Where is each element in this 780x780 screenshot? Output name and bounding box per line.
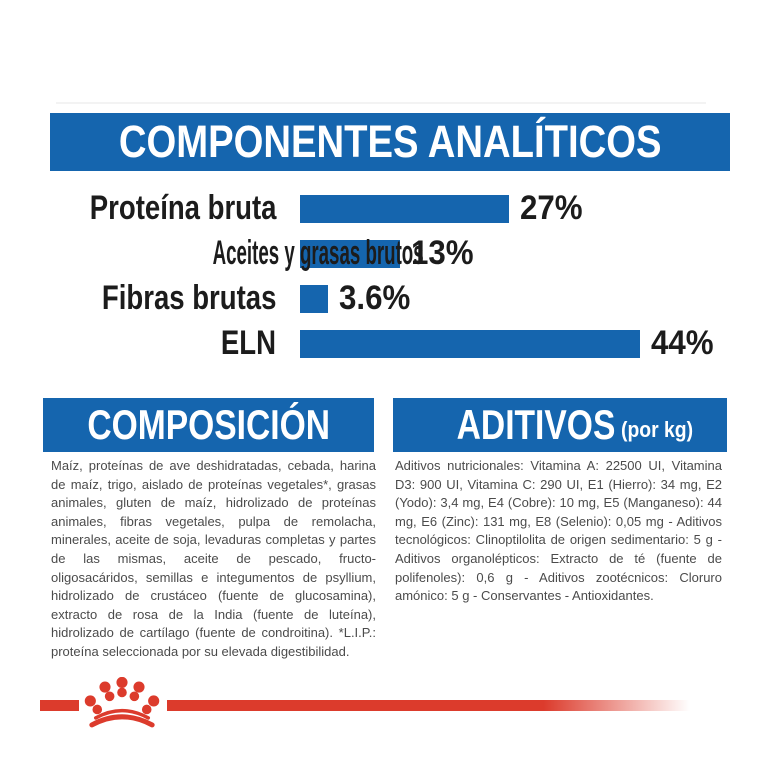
composition-title: COMPOSICIÓN bbox=[87, 401, 330, 448]
chart-bar bbox=[300, 195, 509, 223]
red-divider-right bbox=[167, 700, 690, 711]
chart-row bbox=[40, 276, 740, 321]
chart-bar bbox=[300, 285, 328, 313]
analytical-components-title: COMPONENTES ANALÍTICOS bbox=[118, 116, 662, 167]
chart-value-label: 3.6% bbox=[339, 279, 411, 317]
chart-value-label: 27% bbox=[520, 189, 583, 227]
additives-header bbox=[393, 398, 727, 452]
chart-value-label: 13% bbox=[411, 234, 474, 272]
chart-category-label: ELN bbox=[220, 324, 276, 362]
chart-row bbox=[40, 186, 740, 231]
analytical-components-chart bbox=[40, 186, 740, 366]
analytical-components-header bbox=[50, 113, 730, 171]
royal-canin-crown-icon bbox=[83, 677, 161, 728]
chart-category-label: Fibras brutas bbox=[101, 279, 276, 317]
chart-value-label: 44% bbox=[651, 324, 714, 362]
chart-category-label: Proteína bruta bbox=[89, 189, 276, 227]
composition-header bbox=[43, 398, 374, 452]
top-divider-line bbox=[56, 102, 706, 104]
red-divider-left bbox=[40, 700, 79, 711]
chart-category-label: Aceites y grasas brutos bbox=[212, 234, 424, 272]
additives-text: Aditivos nutricionales: Vitamina A: 22500 UI, Vitamina D3: 900 UI, Vitamina C: 290 UI, E1 (Hierro): 34 mg, E2 (Yodo): 3,4 mg, E4 (Cobre): 10 mg, E5 (Manganeso): 44 mg, E6 (Zinc): 131 mg, E8 (Selenio): 0,05 mg - Aditivos tecnológicos: Clinoptilolita de origen sedimentario: 5 g - Aditivos organolépticos: Extracto de té (fuente de polifenoles): 0,6 g - Aditivos zootécnicos: Cloruro amónico: 5 g - Conservantes - Antioxidantes. bbox=[395, 458, 722, 604]
chart-row bbox=[40, 231, 740, 276]
chart-row bbox=[40, 321, 740, 366]
additives-title: ADITIVOS bbox=[456, 401, 616, 448]
composition-text: Maíz, proteínas de ave deshidratadas, cebada, harina de maíz, trigo, aislado de proteínas vegetales*, grasas animales, gluten de maíz, hidrolizado de proteínas animales, fibras vegetales, pulpa de remolacha, minerales, aceite de soja, levaduras completas y partes de las mismas, aceite de pescado, fructo-oligosacáridos, semillas e integumentos de psyllium, hidrolizado de crustáceo (fuente de glucosamina), extracto de rosa de la India (fuente de luteína), hidrolizado de cartílago (fuente de condroitina). *L.I.P.: proteína seleccionada por su elevada digestibilidad. bbox=[51, 458, 376, 659]
chart-bar bbox=[300, 330, 640, 358]
additives-title-suffix: (por kg) bbox=[621, 417, 694, 442]
